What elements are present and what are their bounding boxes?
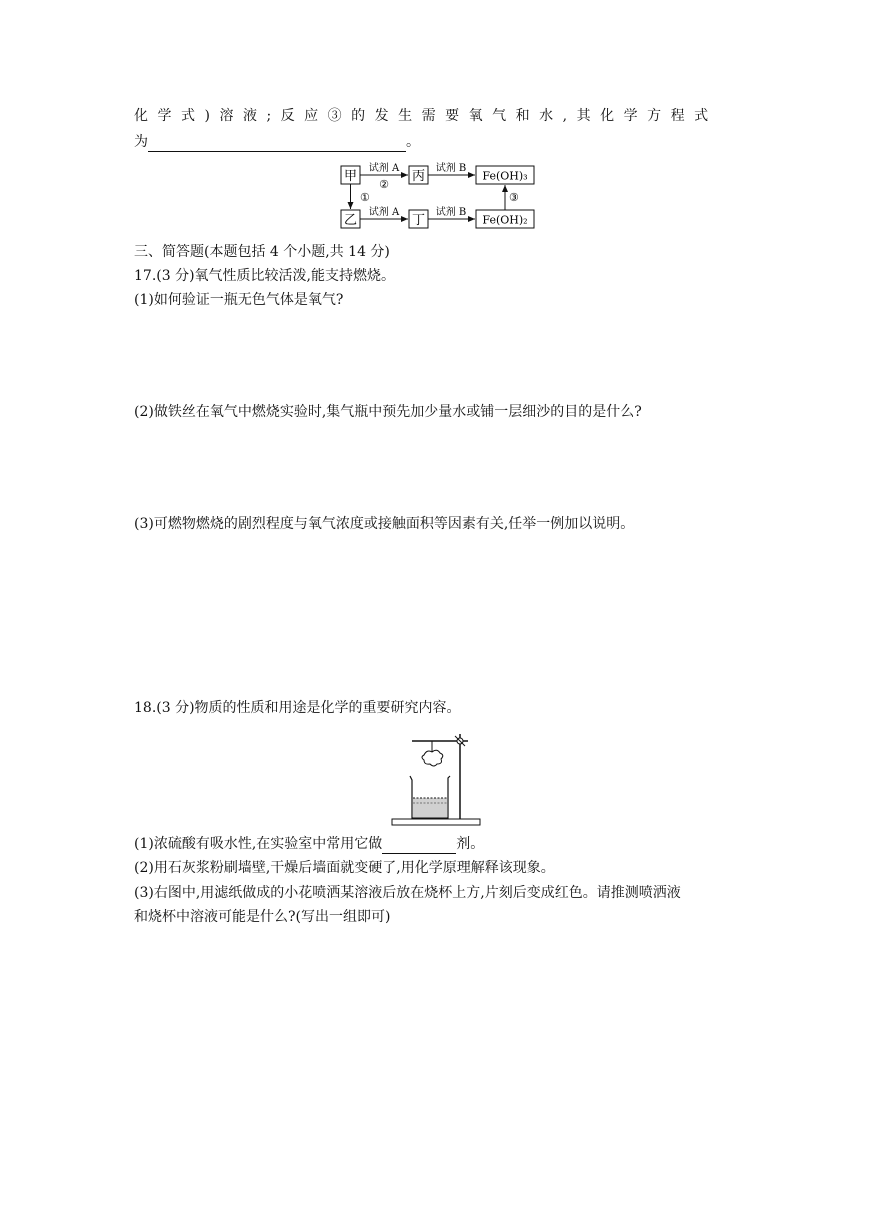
- q17-stem: 17.(3 分)氧气性质比较活泼,能支持燃烧。: [134, 268, 395, 284]
- q17-part2: (2)做铁丝在氧气中燃烧实验时,集气瓶中预先加少量水或铺一层细沙的目的是什么?: [134, 404, 642, 420]
- label-fe2: Fe(OH)₂: [482, 213, 528, 227]
- label-reagent-b-bottom: 试剂 B: [435, 207, 467, 218]
- q18-part2: (2)用石灰浆粉刷墙壁,干燥后墙面就变硬了,用化学原理解释该现象。: [134, 860, 555, 876]
- q18-part1: [134, 834, 484, 854]
- paper-flower: [422, 750, 443, 766]
- answer-blank-agent[interactable]: [382, 837, 456, 854]
- apparatus-figure: [388, 730, 488, 830]
- label-reagent-a-bottom: 试剂 A: [368, 207, 400, 218]
- q18-part3-line1: (3)右图中,用滤纸做成的小花喷洒某溶液后放在烧杯上方,片刻后变成红色。请推测喷洒液: [134, 885, 681, 901]
- label-bing: 丙: [411, 169, 426, 184]
- q16-text-line1: 化学式)溶液;反应③的发生需要氧气和水,其化学方程式: [134, 108, 718, 124]
- q18-part3-line2: 和烧杯中溶液可能是什么?(写出一组即可): [134, 909, 391, 925]
- stand-base: [392, 819, 480, 825]
- q18-stem: 18.(3 分)物质的性质和用途是化学的重要研究内容。: [134, 700, 461, 716]
- label-num-1: ①: [360, 191, 370, 204]
- label-num-2: ②: [379, 178, 389, 191]
- label-fe3: Fe(OH)₃: [482, 169, 528, 183]
- beaker-solution: [413, 798, 447, 818]
- label-reagent-a-top: 试剂 A: [368, 163, 400, 174]
- answer-blank-equation[interactable]: [148, 135, 406, 152]
- q17-part3: (3)可燃物燃烧的剧烈程度与氧气浓度或接触面积等因素有关,任举一例加以说明。: [134, 516, 635, 532]
- q18-part1-prefix: (1)浓硫酸有吸水性,在实验室中常用它做: [134, 836, 383, 852]
- q16-line2-prefix: 为: [134, 134, 148, 150]
- label-ding: 丁: [411, 213, 426, 228]
- label-num-3: ③: [509, 191, 519, 204]
- label-jia: 甲: [343, 169, 358, 184]
- section-title: 三、简答题(本题包括 4 个小题,共 14 分): [134, 244, 390, 260]
- label-yi: 乙: [343, 213, 358, 228]
- q16-line2-suffix: 。: [406, 134, 420, 150]
- reaction-diagram: [338, 160, 538, 232]
- q17-part1: (1)如何验证一瓶无色气体是氧气?: [134, 292, 344, 308]
- label-reagent-b-top: 试剂 B: [435, 163, 467, 174]
- q16-text-line2: [134, 132, 420, 152]
- q18-part1-suffix: 剂。: [456, 836, 485, 852]
